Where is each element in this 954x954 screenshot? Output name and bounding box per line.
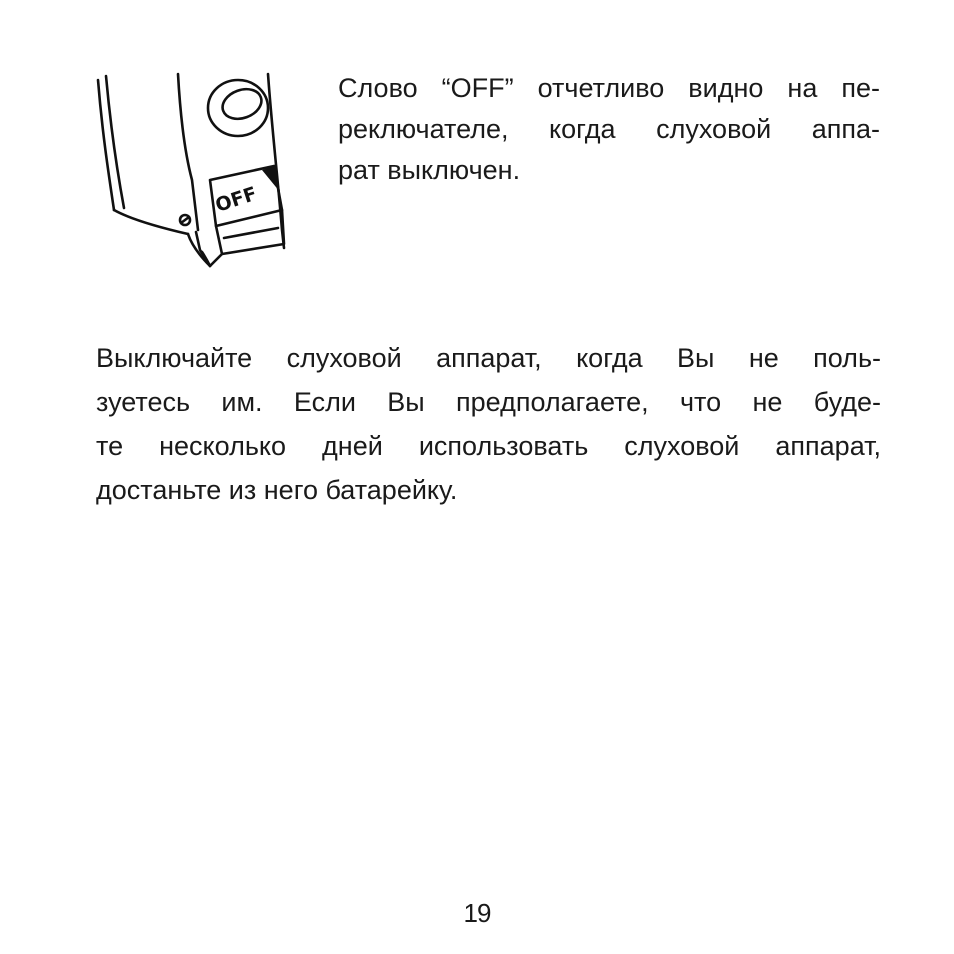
hearing-aid-switch-illustration xyxy=(92,70,298,276)
caption-line: рат выключен. xyxy=(338,155,521,185)
page-number: 19 xyxy=(463,898,491,928)
hearing-aid-off-icon xyxy=(92,70,298,276)
paragraph-line: те несколько дней использовать слуховой аппарат, xyxy=(96,431,881,461)
caption-line: Слово “OFF” отчетливо видно на пе- xyxy=(338,73,880,103)
instruction-paragraph xyxy=(96,336,881,512)
off-switch-label: OFF xyxy=(212,182,260,217)
paragraph-line: зуетесь им. Если Вы предполагаете, что не буде- xyxy=(96,387,881,417)
paragraph-line: достаньте из него батарейку. xyxy=(96,475,458,505)
caption-line: реключателе, когда слуховой аппа- xyxy=(338,114,880,144)
paragraph-line: Выключайте слуховой аппарат, когда Вы не поль- xyxy=(96,343,881,373)
caption-text xyxy=(338,68,880,191)
